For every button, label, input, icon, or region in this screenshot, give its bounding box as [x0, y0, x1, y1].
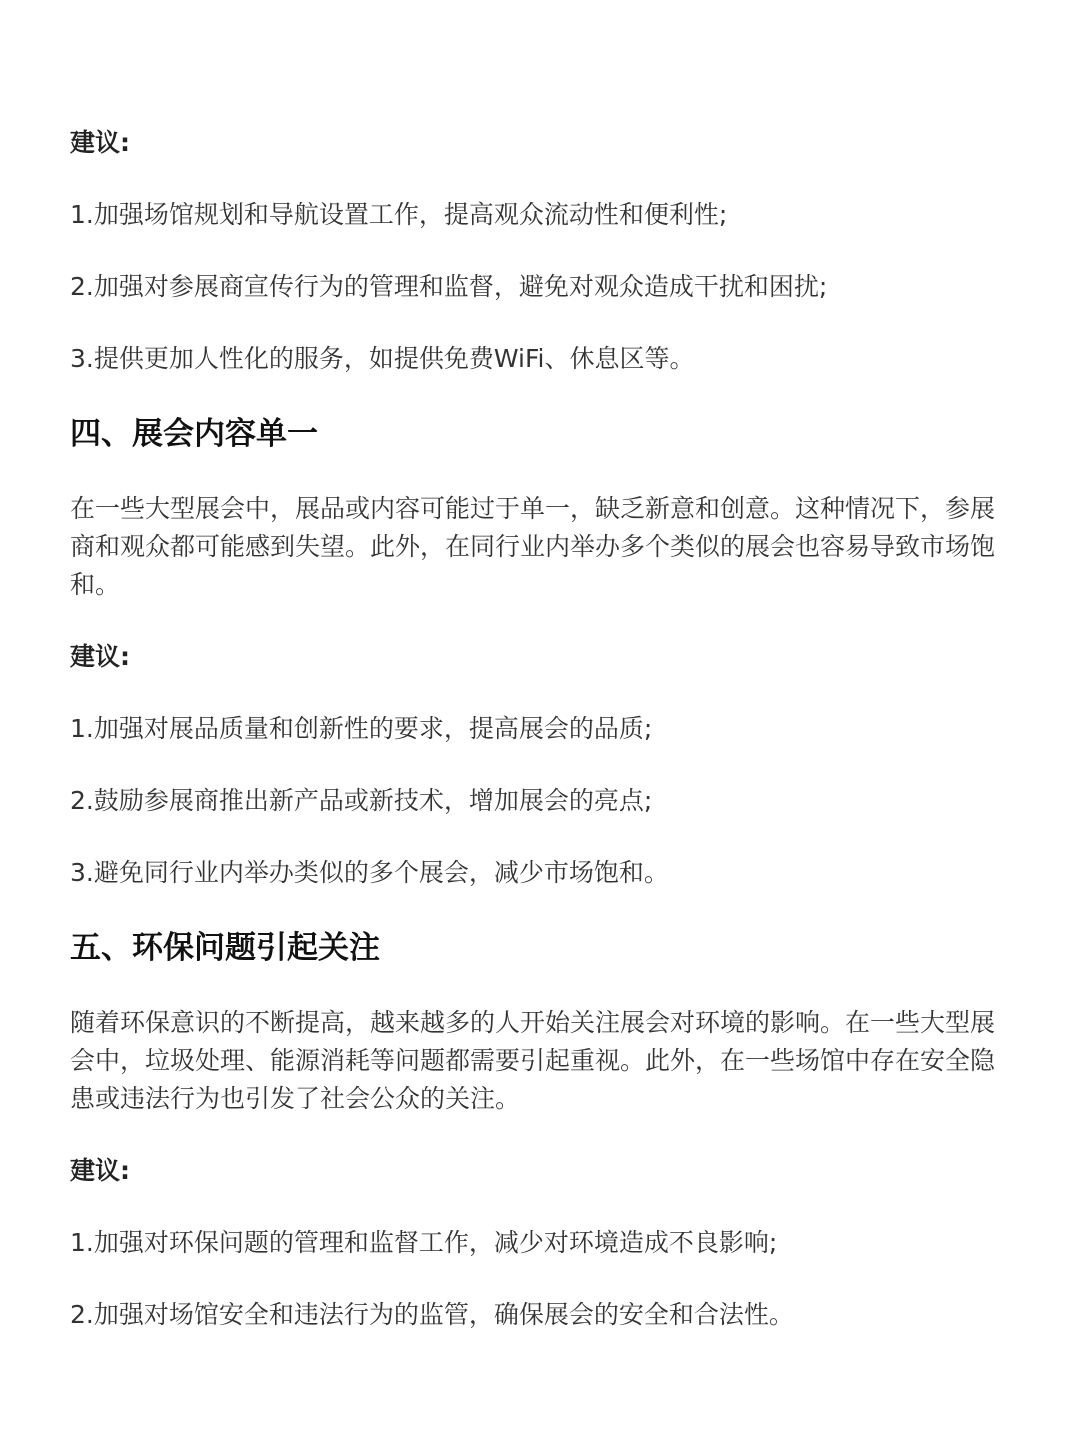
suggestion-item: 1.加强场馆规划和导航设置工作，提高观众流动性和便利性; [70, 200, 728, 229]
suggestion-item: 3.提供更加人性化的服务，如提供免费WiFi、休息区等。 [70, 344, 695, 373]
suggestion-label: 建议: [70, 1156, 130, 1185]
suggestion-item: 2.加强对场馆安全和违法行为的监管，确保展会的安全和合法性。 [70, 1300, 794, 1329]
suggestion-item: 1.加强对环保问题的管理和监督工作，减少对环境造成不良影响; [70, 1228, 778, 1257]
suggestion-label: 建议: [70, 642, 130, 671]
suggestion-item: 1.加强对展品质量和创新性的要求，提高展会的品质; [70, 714, 653, 743]
section-paragraph: 随着环保意识的不断提高，越来越多的人开始关注展会对环境的影响。在一些大型展会中，垃圾处理、能源消耗等问题都需要引起重视。此外，在一些场馆中存在安全隐患或违法行为也引发了社会公众的关注。 [70, 1008, 996, 1113]
suggestion-item: 3.避免同行业内举办类似的多个展会，减少市场饱和。 [70, 858, 669, 887]
suggestion-item: 2.加强对参展商宣传行为的管理和监督，避免对观众造成干扰和困扰; [70, 272, 828, 301]
section-heading: 四、展会内容单一 [70, 416, 318, 452]
suggestion-item: 2.鼓励参展商推出新产品或新技术，增加展会的亮点; [70, 786, 653, 815]
section-paragraph: 在一些大型展会中，展品或内容可能过于单一，缺乏新意和创意。这种情况下，参展商和观众都可能感到失望。此外，在同行业内举办多个类似的展会也容易导致市场饱和。 [70, 494, 996, 599]
suggestion-label: 建议: [70, 128, 130, 157]
section-heading: 五、环保问题引起关注 [70, 930, 380, 966]
